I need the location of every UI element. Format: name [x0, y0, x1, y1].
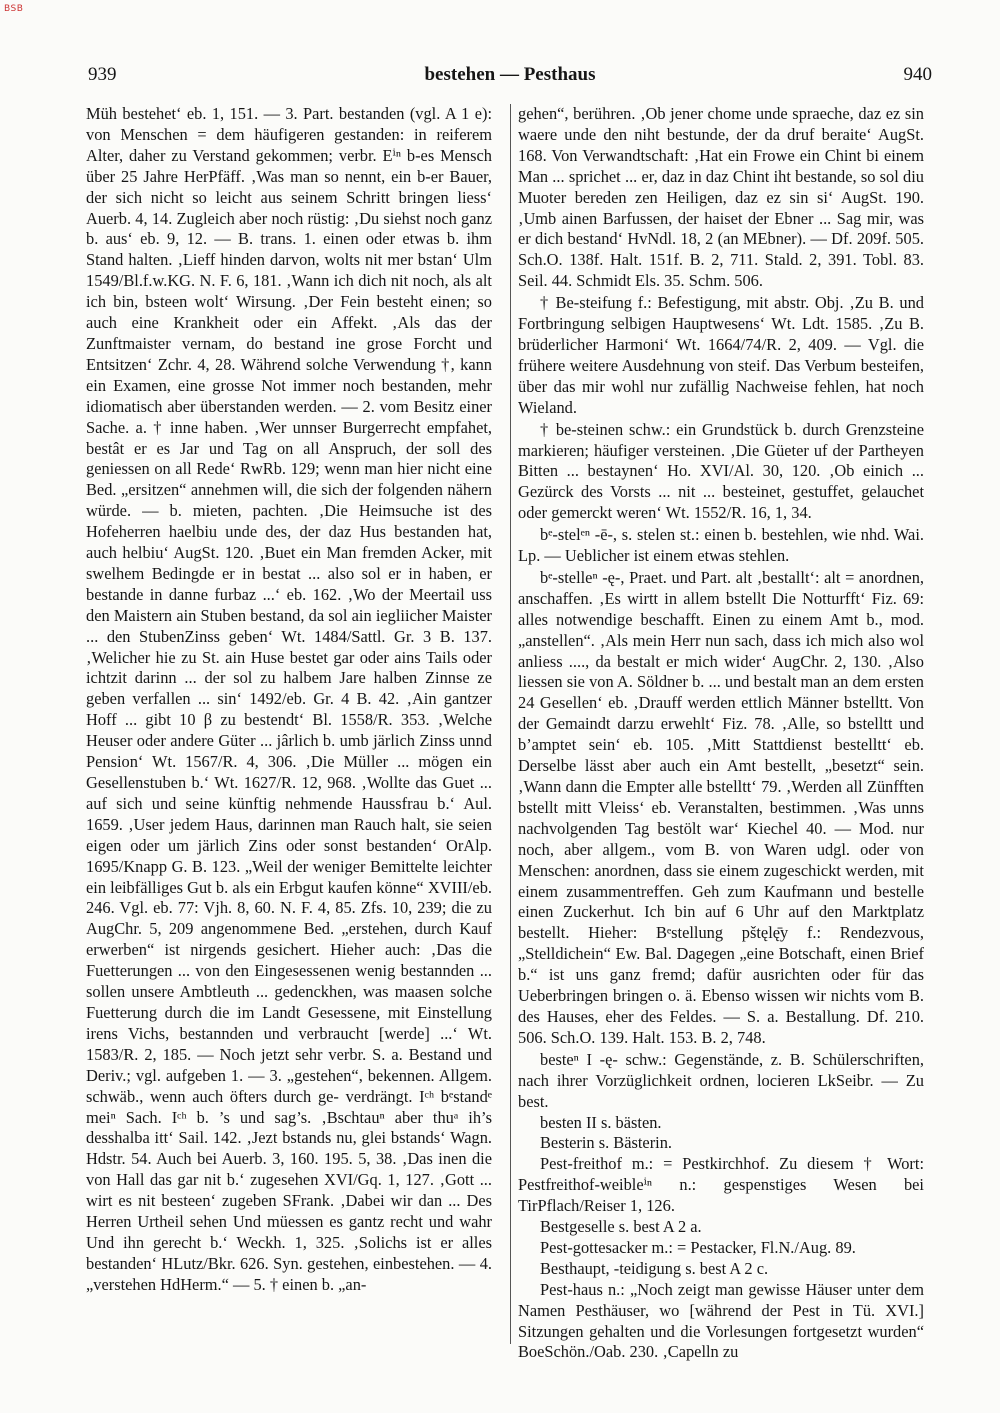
entry-besteifung: † Be-steifung f.: Befestigung, mit abstr. Obj. ‚Zu B. und Fortbringung selbigen Hauptwesens‘ Wt. Ldt. 1585. ‚Zu B. brüderlicher Harmoni‘ Wt. 1664/74/R. 2, 409. — Vgl. die frühere weitere Ausdehnung von steif. Das Verbum besteifen, über das mir wohl nur zufällig Nachweise fehlen, hat noch Wieland. [518, 293, 924, 417]
entry-bestelen: bᵉ-stelᵉⁿ -ē-, s. stelen st.: einen b. bestehlen, wie nhd. Wai. Lp. — Ueblicher ist einem etwas stehlen. [518, 525, 924, 566]
running-title: bestehen — Pesthaus [424, 64, 596, 85]
entry-pestfreithof: Pest-freithof m.: = Pestkirchhof. Zu diesem † Wort: Pestfreithof-weibleⁱⁿ n.: gespenstiges Wesen bei TirPflach/Reiser 1, 126. [518, 1154, 924, 1216]
library-stamp: BSB [4, 4, 24, 14]
right-column [518, 104, 924, 1363]
entry-bestellen: bᵉ-stelleⁿ -ę-, Praet. und Part. alt ‚bestallt‘: alt = anordnen, anschaffen. ‚Es wirtt in allem bstellt Die Notturfft‘ Fiz. 69: alles notwendige beschafft. Einen zu einem Amt b., mod. „anstellen“. ‚Als mein Herr nun sach, dass ich mich also wol anliess ...., da bestalt er mich wider‘ AugChr. 2, 130. ‚Also liessen sie von A. Söldner b. ... und bestalt man an dem ersten 24 Gesellen‘ eb. ‚Drauff werden ettlich Männer bstelltt. Von der Gemaindt darzu erwehlt‘ Fiz. 78. ‚Alle, so bstelltt und b’amptet sein‘ eb. 105. ‚Mitt Stattdienst bestelltt‘ eb. Derselbe lässt aber auch ein Amt bestellt, „besetzt“ sein. ‚Wann dann die Empter alle bstelltt‘ 79. ‚Werden all Zünfften bstellt mitt Vleiss‘ eb. Veranstalten, bestimmen. ‚Was unns nachvolgenden Tag bestölt war‘ Kiechel 40. — Mod. nur noch, aber allgem., vom B. von Waren udgl. oder von Menschen: anordnen, dass sie einem zugeschickt werden, mit einem zusammentreffen. Geh zum Kaufmann und bestelle einen Zuckerhut. Ich bin auf 6 Uhr auf den Marktplatz bestellt. Hieher: Bᵉstellung pštęlę̄y f.: Rendezvous, „Stelldichein“ Ew. Bal. Dagegen „eine Botschaft, einen Brief b.“ ist uns ganz fremd; dafür ausrichten oder für das Ueberbringen bringen o. ä. Ebenso wissen wir nichts vom B. des Hauses, eher des Feldes. — S. a. Bestallung. Df. 210. 506. Sch.O. 139. Halt. 153. B. 2, 748. [518, 567, 924, 1047]
entry-besten-1: besteⁿ I -ę- schw.: Gegenstände, z. B. Schülerschriften, nach ihrer Vorzüglichkeit ordnen, locieren LkSeibr. — Zu best. [518, 1049, 924, 1111]
entry-paragraph: Müh bestehet‘ eb. 1, 151. — 3. Part. bestanden (vgl. A 1 e): von Menschen = dem häufigeren gestanden: in reiferem Alter, daher zu Verstand gekommen; verbr. Eⁱⁿ b-es Mensch über 25 Jahre HerPfäff. ‚Was man so nennt, ein b-er Bauer, der sich nicht so leicht aus seinem Schritt bringen liess‘ Auerb. 4, 14. Zugleich aber noch rüstig: ‚Du siehst noch ganz b. aus‘ eb. 9, 12. — B. trans. 1. einen oder etwas b. ihm Stand halten. ‚Lieff hinden darvon, wolts nit mer bstan‘ Ulm 1549/Bl.f.w.KG. N. F. 6, 181. ‚Wann ich dich nit noch, als alt ich bin, bsteen wolt‘ Wirsung. ‚Der Fein besteht einen; so auch eine Krankheit oder ein Affekt. ‚Als das der Zunftmaister vernam, do bestand ine grose Forcht und Entsitzen‘ Zchr. 4, 28. Während solche Verwendung †, kann ein Examen, eine grosse Not immer noch bestanden, mehr idiomatisch aber überstanden werden. — 2. vom Besitz einer Sache. a. † inne haben. ‚Wer unnser Burgerrecht empfahet, bestât er es Jar und Tag on all Anspruch, der soll des geniessen on all Rede‘ RwRb. 129; wenn man hier nicht eine Bed. „ersitzen“ annehmen will, die sich der folgenden nähern würde. — b. mieten, pachten. ‚Die Heimsuche ist des Hofeherren haelbiu unde des, der daz Hus bestanden hat, auch helbiu‘ AugSt. 120. ‚Buet ein Man fremden Acker, mit swelhem Bedingde er in bestat ... also sol er in haben, er bestande in danne furbaz ...‘ eb. 162. ‚Wo der Meertail uss den Maistern ain Stuben bestand, da sol ain iegliicher Maister ... den StubenZinss geben‘ Wt. 1484/Sattl. Gr. 3 B. 137. ‚Welicher hie zu St. ain Huse bestet gar oder ains Tails oder ichtzit darinn ... der sol zu halbem Jare halben Zinnse ze geben verfallen ... sin‘ 1492/eb. Gr. 4 B. 42. ‚Ain gantzer Hoff ... gibt 10 β zu bestendt‘ Bl. 1558/R. 353. ‚Welche Heuser oder andere Güter ... jârlich b. umb järlich Zinss unnd Pension‘ Wt. 1567/R. 4, 306. ‚Die Müller ... mögen ein Gesellenstuben b.‘ Wt. 1627/R. 12, 968. ‚Wollte das Guet ... auf sich und seine künftig nehmende Haussfrau b.‘ Aul. 1659. ‚User jedem Haus, darinnen man Rauch halt, sie seien eigen oder um järlich Zins oder sonst bestanden‘ OrAlp. 1695/Knapp G. B. 123. „Weil der weniger Bemittelte leichter ein leibfälliges Gut b. als ein Erbgut kaufen könne“ XVIII/eb. 246. Vgl. eb. 77: Vjh. 8, 60. N. F. 4, 85. Zfs. 10, 239; die zu AugChr. 5, 209 angenommene Bed. „erstehen, durch Kauf erwerben“ ist nirgends gesichert. Hieher auch: ‚Das die Fuetterungen ... von den Eingesessenen wenig bestannden ... sollen unsere Ambtleuth ... gedenckhen, was maasen solche Fuetterung durch die im Landt Gesessene, mit Einstellung irens Vichs, bestannden und verbraucht [werde] ...‘ Wt. 1583/R. 2, 185. — Noch jetzt sehr verbr. S. a. Bestand und Deriv.; vgl. aufgeben 1. — 3. „gestehen“, bekennen. Allgem. schwäb., wenn auch öfters durch ge- verdrängt. Iᶜʰ bᵉstandᵉ meiⁿ Sach. Iᶜʰ b. ’s und sag’s. ‚Bschtauⁿ aber thuᵃ ih’s desshalba itt‘ Sail. 142. ‚Jezt bstands nu, glei bstands‘ Wagn. Hdstr. 54. Auch bei Auerb. 3, 160. 195. 5, 38. ‚Das inen die von Hall das gar nit b.‘ zugesehen XVI/Gq. 1, 127. ‚Gott ... wirt es nit besteen‘ zugeben SFrank. ‚Dabei wir dan ... Des Herren Urtheil sehen Und müessen es gantz recht und wahr Und ihn gerecht b.‘ Weckh. 1, 325. ‚Solichs ist er alles bestanden‘ HLutz/Bkr. 626. Syn. gestehen, einbestehen. — 4. „verstehen HdHerm.“ — 5. † einen b. „an- [86, 104, 492, 1294]
column-rule [510, 104, 511, 1344]
entry-besterin: Besterin s. Bästerin. [540, 1133, 673, 1153]
running-header [88, 64, 932, 92]
entry-besten-2: besten II s. bästen. [540, 1112, 662, 1132]
entry-pesthaus: Pest-haus n.: „Noch zeigt man gewisse Häuser unter dem Namen Pesthäuser, wo [während der Pest in Tü. XVI.] Sitzungen gehalten und die Vorlesungen fortgesetzt wurden“ BoeSchön./Oab. 230. ‚Capelln zu [518, 1279, 924, 1362]
page-number-left: 939 [88, 64, 117, 85]
entry-paragraph: gehen“, berühren. ‚Ob jener chome unde spraeche, daz ez sin waere unde den niht bestunde, der da druf beraite‘ AugSt. 168. Von Verwandtschaft: ‚Hat ein Frowe ein Chint bi einem Man ... sprichet ... er, daz in daz Chint iht bestande, so sol diu Muoter bereden zen Heiligen, daz ez sin si‘ AugSt. 190. ‚Umb ainen Barfussen, der haiset der Ebner ... Sag mir, was er dich bestand‘ HvNdl. 18, 2 (an MEbner). — Df. 209f. 505. Sch.O. 138f. Halt. 151f. B. 2, 711. Stald. 2, 391. Tobl. 83. Seil. 44. Schmidt Els. 35. Schm. 506. [518, 104, 924, 291]
entry-pestgottesacker: Pest-gottesacker m.: = Pestacker, Fl.N./Aug. 89. [540, 1237, 856, 1257]
entry-besteinen: † be-steinen schw.: ein Grundstück b. durch Grenzsteine markieren; häufiger versteinen. ‚Die Güeter uf der Partheyen Bitten ... bestaynen‘ Ho. XVI/Al. 30, 120. ‚Ob einich ... Gezürck des Vorsts ... nit ... besteinet, gestuffet, gelauchet oder gemerckt weren‘ Wt. 1552/R. 16, 1, 34. [518, 419, 924, 523]
page-number-right: 940 [903, 64, 932, 85]
left-column [86, 104, 492, 1296]
entry-bestgeselle: Bestgeselle s. best A 2 a. [540, 1217, 702, 1237]
entry-besthaupt: Besthaupt, -teidigung s. best A 2 c. [540, 1258, 769, 1278]
